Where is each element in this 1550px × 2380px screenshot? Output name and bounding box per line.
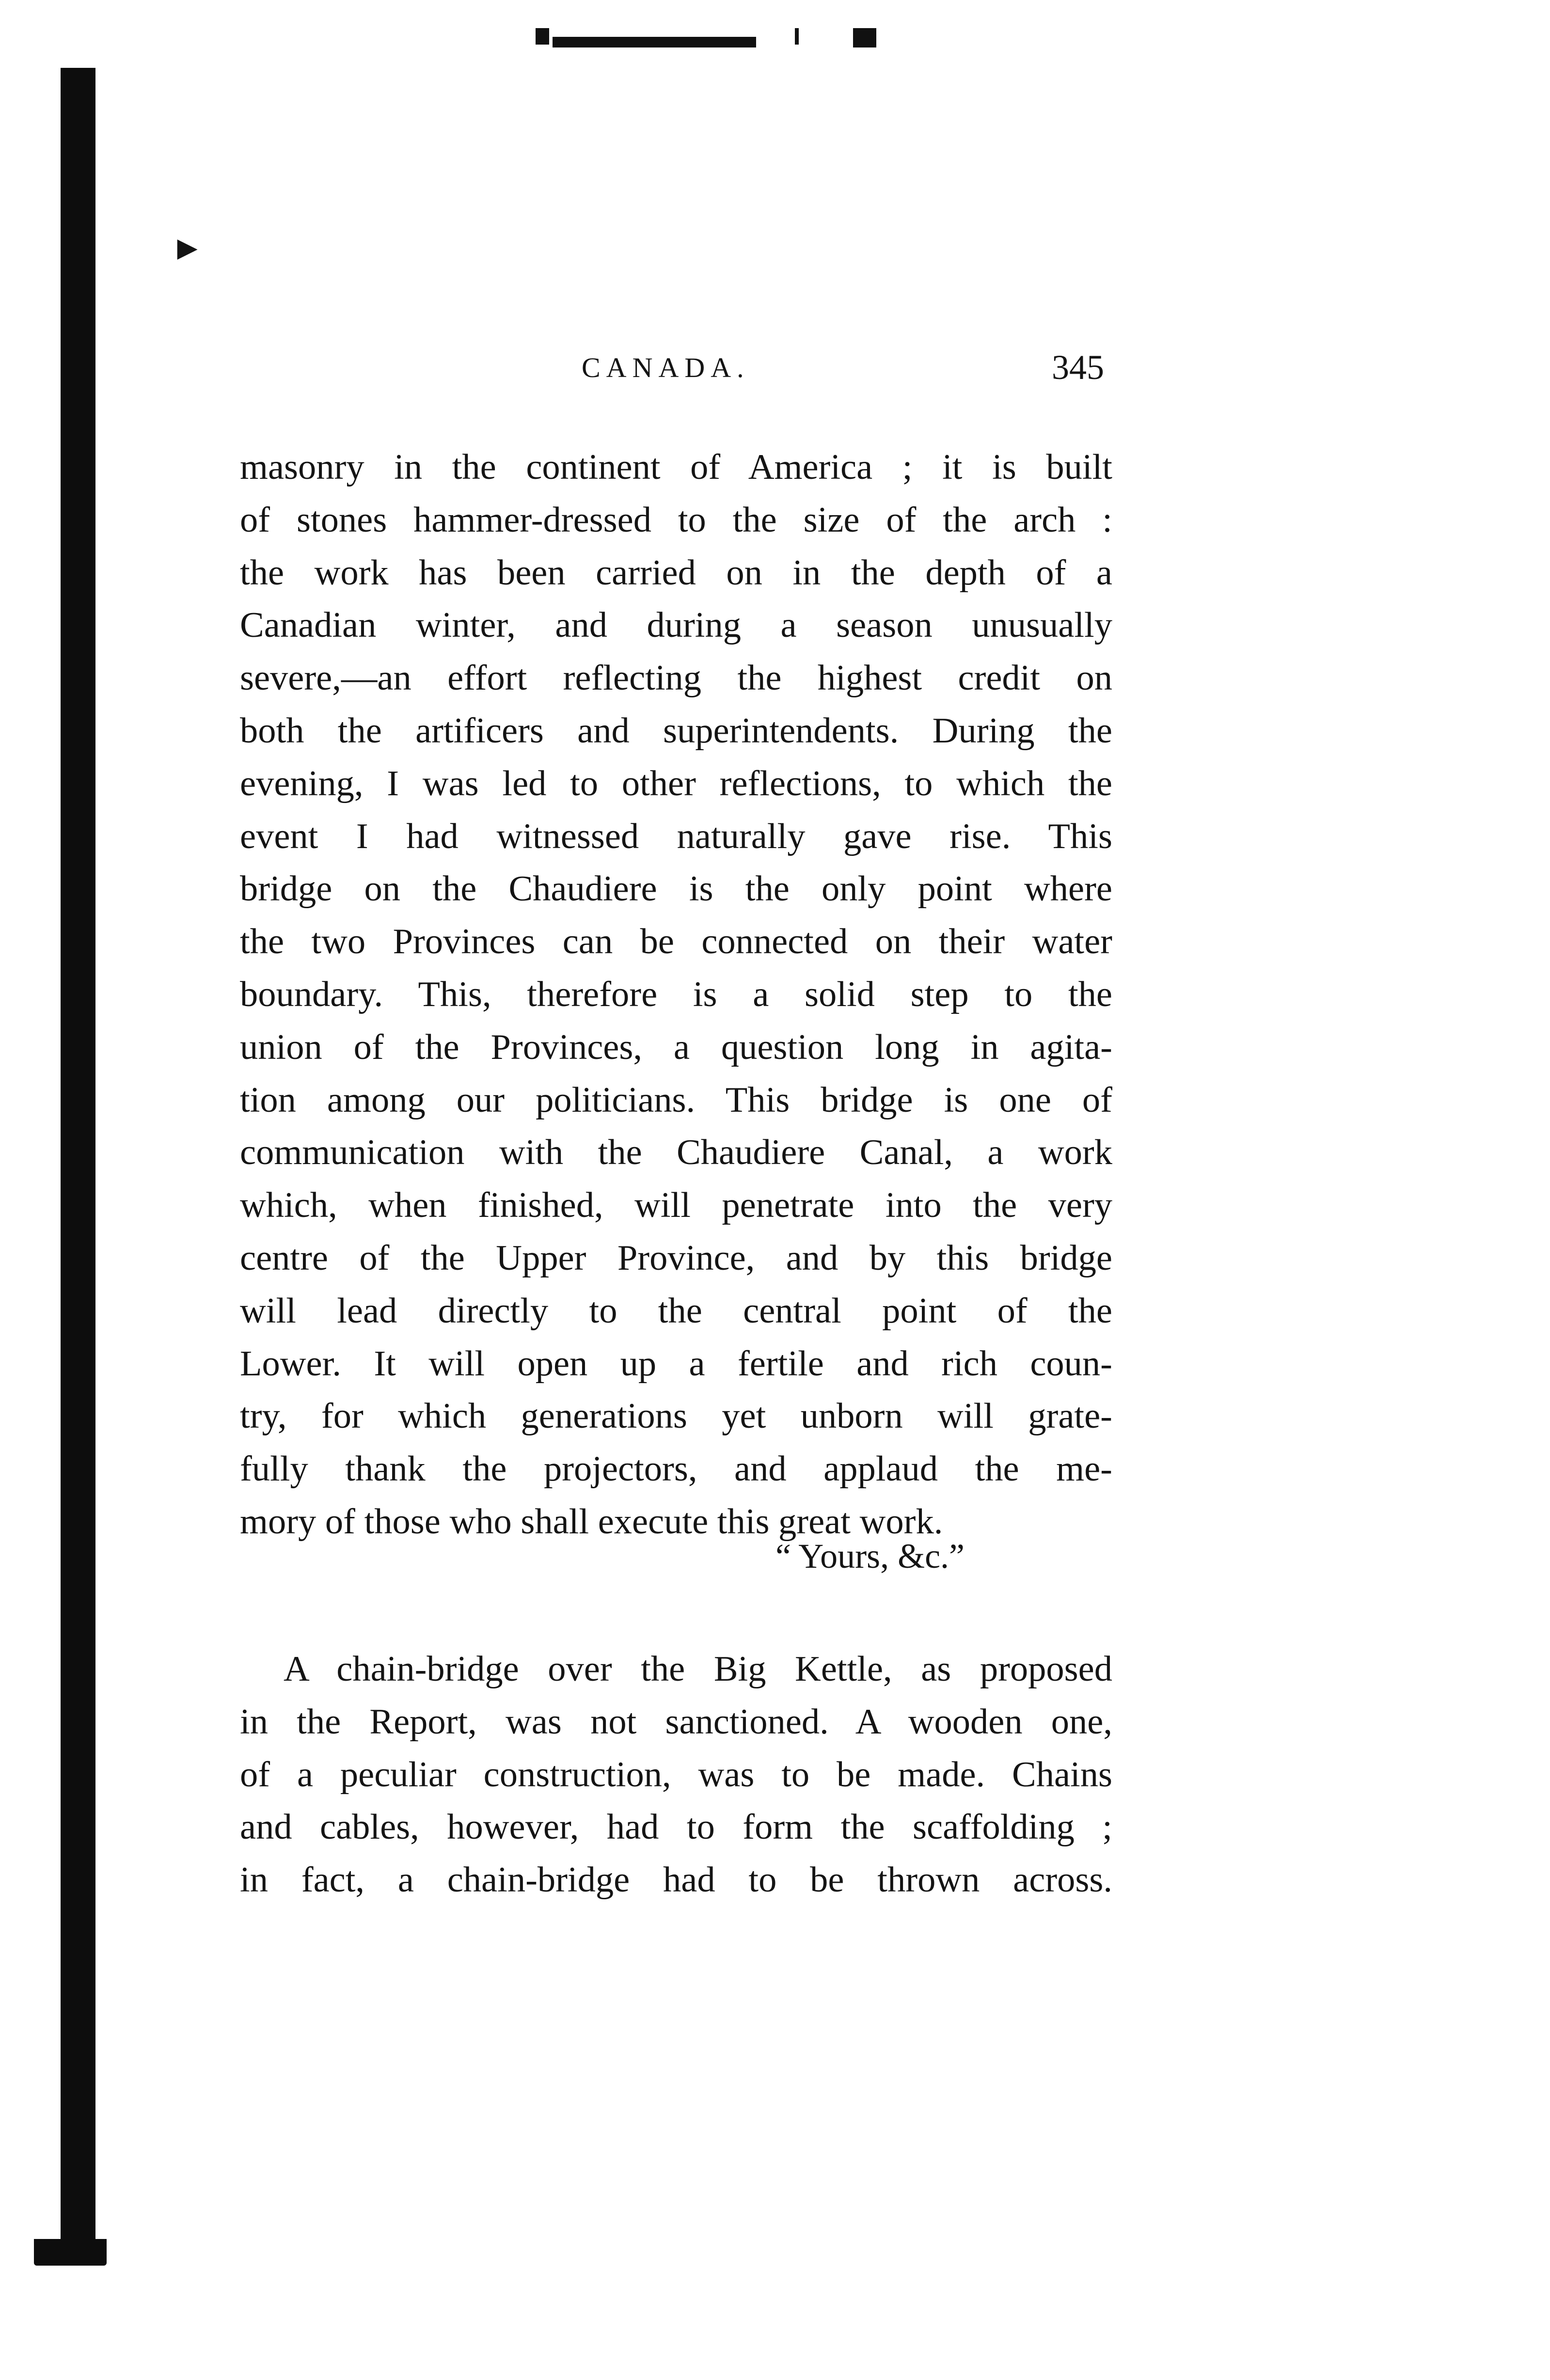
text-line: evening, I was led to other reflections, to which the bbox=[240, 763, 1112, 804]
paragraph-1 bbox=[240, 441, 1112, 1548]
text-line: the two Provinces can be connected on their water bbox=[240, 922, 1112, 962]
text-line: A chain-bridge over the Big Kettle, as proposed bbox=[284, 1649, 1112, 1689]
running-title: CANADA. bbox=[582, 352, 750, 383]
scan-smudge bbox=[553, 37, 756, 47]
text-line: masonry in the continent of America ; it is built bbox=[240, 447, 1112, 487]
running-head bbox=[0, 348, 1550, 395]
text-line: mory of those who shall execute this great work. bbox=[240, 1501, 943, 1542]
text-line: and cables, however, had to form the scaffolding ; bbox=[240, 1807, 1112, 1847]
paragraph-2 bbox=[240, 1643, 1112, 1907]
text-line: event I had witnessed naturally gave rise. This bbox=[240, 816, 1112, 856]
letter-signoff: “ Yours, &c.” bbox=[775, 1537, 965, 1576]
binding-shadow-foot bbox=[34, 2239, 107, 2266]
binding-shadow bbox=[61, 68, 95, 2263]
text-line: boundary. This, therefore is a solid step to the bbox=[240, 974, 1112, 1014]
text-line: try, for which generations yet unborn will grate- bbox=[240, 1396, 1112, 1436]
text-line: in the Report, was not sanctioned. A wooden one, bbox=[240, 1702, 1112, 1742]
text-line: communication with the Chaudiere Canal, a work bbox=[240, 1133, 1112, 1173]
margin-arrow-icon: ► bbox=[171, 230, 205, 267]
text-line: centre of the Upper Province, and by this bridge bbox=[240, 1238, 1112, 1278]
text-line: of a peculiar construction, was to be made. Chains bbox=[240, 1754, 1112, 1795]
text-line: Lower. It will open up a fertile and rich coun- bbox=[240, 1343, 1112, 1384]
text-line: in fact, a chain-bridge had to be thrown across. bbox=[240, 1860, 1112, 1900]
scan-smudge bbox=[536, 28, 549, 45]
text-line: the work has been carried on in the depth of a bbox=[240, 552, 1112, 593]
text-line: Canadian winter, and during a season unusually bbox=[240, 605, 1112, 646]
text-line: severe,—an effort reflecting the highest credit on bbox=[240, 658, 1112, 698]
text-line: which, when finished, will penetrate into the very bbox=[240, 1185, 1112, 1226]
text-line: tion among our politicians. This bridge is one of bbox=[240, 1080, 1112, 1120]
page-number: 345 bbox=[1052, 348, 1104, 387]
text-line: bridge on the Chaudiere is the only point where bbox=[240, 869, 1112, 909]
scan-smudge bbox=[853, 28, 876, 47]
text-line: both the artificers and superintendents. During the bbox=[240, 710, 1112, 751]
text-line: union of the Provinces, a question long in agita- bbox=[240, 1027, 1112, 1067]
text-line: will lead directly to the central point of the bbox=[240, 1291, 1112, 1331]
text-line: of stones hammer-dressed to the size of the arch : bbox=[240, 500, 1112, 540]
text-line: fully thank the projectors, and applaud the me- bbox=[240, 1449, 1112, 1489]
scan-smudge bbox=[795, 28, 799, 45]
